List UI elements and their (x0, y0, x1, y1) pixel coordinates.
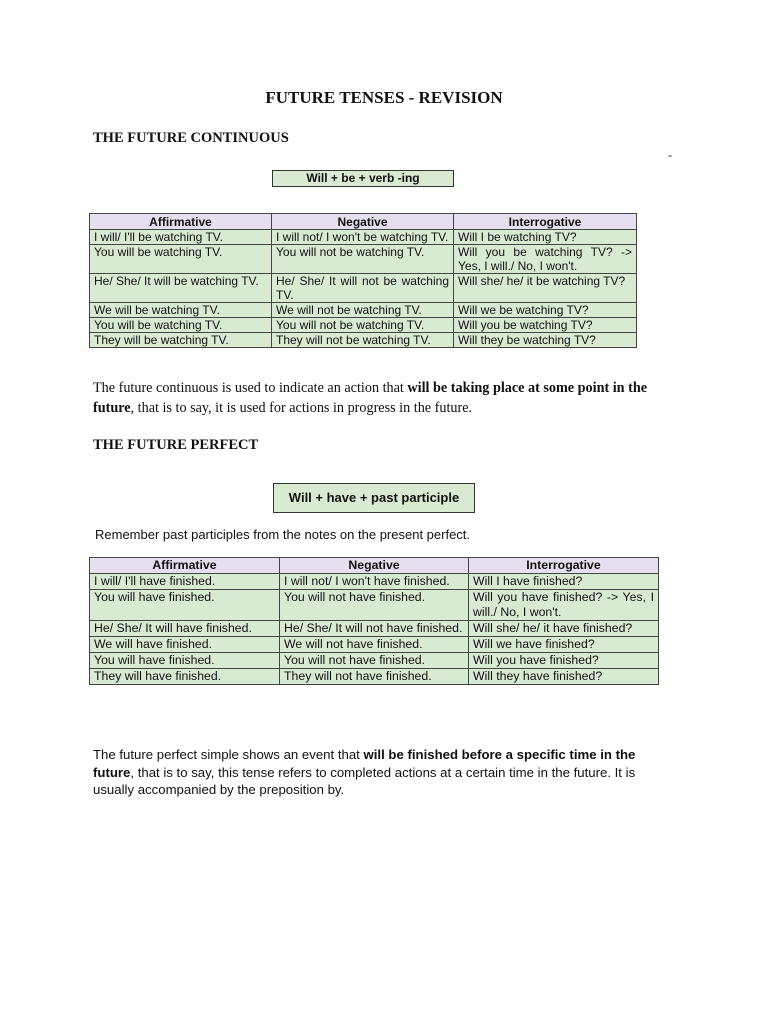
future-perfect-table (89, 557, 659, 685)
stray-dash: - (668, 148, 672, 162)
table-row (90, 245, 637, 274)
table-row (90, 637, 659, 653)
table-cell: You will be watching TV. (90, 245, 272, 274)
formula-future-perfect: Will + have + past participle (273, 483, 475, 513)
description-text: The future perfect simple shows an event that (93, 747, 364, 762)
column-header-negative: Negative (280, 558, 469, 574)
table-cell: Will you be watching TV? (454, 318, 637, 333)
table-row (90, 318, 637, 333)
table-cell: They will be watching TV. (90, 333, 272, 348)
table-cell: You will not have finished. (280, 653, 469, 669)
description-text: , that is to say, this tense refers to completed actions at a certain time in the future. It is usually accompanied by the preposition by. (93, 764, 636, 797)
column-header-interrogative: Interrogative (469, 558, 659, 574)
column-header-interrogative: Interrogative (454, 214, 637, 230)
table-cell: I will/ I'll be watching TV. (90, 230, 272, 245)
description-bold-text: will be taking place at some point in the future (93, 380, 648, 416)
table-cell: Will you have finished? -> Yes, I will./ No, I won't. (469, 590, 659, 621)
section-heading-future-perfect: THE FUTURE PERFECT (93, 437, 259, 453)
table-cell: You will have finished. (90, 653, 280, 669)
page-title: FUTURE TENSES - REVISION (265, 88, 503, 107)
table-cell: I will not/ I won't have finished. (280, 574, 469, 590)
column-header-affirmative: Affirmative (90, 558, 280, 574)
table-cell: He/ She/ It will not be watching TV. (272, 274, 454, 303)
table-row (90, 574, 659, 590)
table-cell: You will not have finished. (280, 590, 469, 621)
table-row (90, 669, 659, 685)
table-cell: Will she/ he/ it be watching TV? (454, 274, 637, 303)
table-cell: Will they have finished? (469, 669, 659, 685)
table-cell: They will not have finished. (280, 669, 469, 685)
table-cell: We will not be watching TV. (272, 303, 454, 318)
table-cell: Will you be watching TV? -> Yes, I will./ No, I won't. (454, 245, 637, 274)
table-cell: Will she/ he/ it have finished? (469, 621, 659, 637)
table-cell: Will we have finished? (469, 637, 659, 653)
table-cell: They will have finished. (90, 669, 280, 685)
table-cell: They will not be watching TV. (272, 333, 454, 348)
description-text: , that is to say, it is used for actions in progress in the future. (130, 400, 473, 416)
table-cell: Will you have finished? (469, 653, 659, 669)
formula-future-continuous: Will + be + verb -ing (272, 170, 454, 187)
table-cell: We will have finished. (90, 637, 280, 653)
table-cell: I will not/ I won't be watching TV. (272, 230, 454, 245)
table-header-row (90, 558, 659, 574)
past-participle-note: Remember past participles from the notes on the present perfect. (95, 527, 471, 542)
table-row (90, 274, 637, 303)
table-cell: He/ She/ It will not have finished. (280, 621, 469, 637)
table-cell: He/ She/ It will be watching TV. (90, 274, 272, 303)
table-cell: He/ She/ It will have finished. (90, 621, 280, 637)
table-cell: I will/ I'll have finished. (90, 574, 280, 590)
table-cell: You will have finished. (90, 590, 280, 621)
future-perfect-description (93, 746, 663, 799)
table-cell: Will we be watching TV? (454, 303, 637, 318)
table-row (90, 653, 659, 669)
table-header-row (90, 214, 637, 230)
table-row (90, 333, 637, 348)
table-row (90, 303, 637, 318)
column-header-negative: Negative (272, 214, 454, 230)
description-bold-text: will be finished before a specific time in the future (93, 747, 636, 780)
table-row (90, 590, 659, 621)
section-heading-future-continuous: THE FUTURE CONTINUOUS (93, 130, 289, 146)
table-cell: You will not be watching TV. (272, 245, 454, 274)
table-cell: You will be watching TV. (90, 318, 272, 333)
table-cell: You will not be watching TV. (272, 318, 454, 333)
table-row (90, 621, 659, 637)
table-cell: Will I have finished? (469, 574, 659, 590)
column-header-affirmative: Affirmative (90, 214, 272, 230)
table-cell: We will be watching TV. (90, 303, 272, 318)
table-cell: Will they be watching TV? (454, 333, 637, 348)
table-cell: Will I be watching TV? (454, 230, 637, 245)
description-text: The future continuous is used to indicate an action that (93, 380, 408, 396)
future-continuous-description (93, 378, 678, 418)
future-continuous-table (89, 213, 637, 348)
table-cell: We will not have finished. (280, 637, 469, 653)
table-row (90, 230, 637, 245)
